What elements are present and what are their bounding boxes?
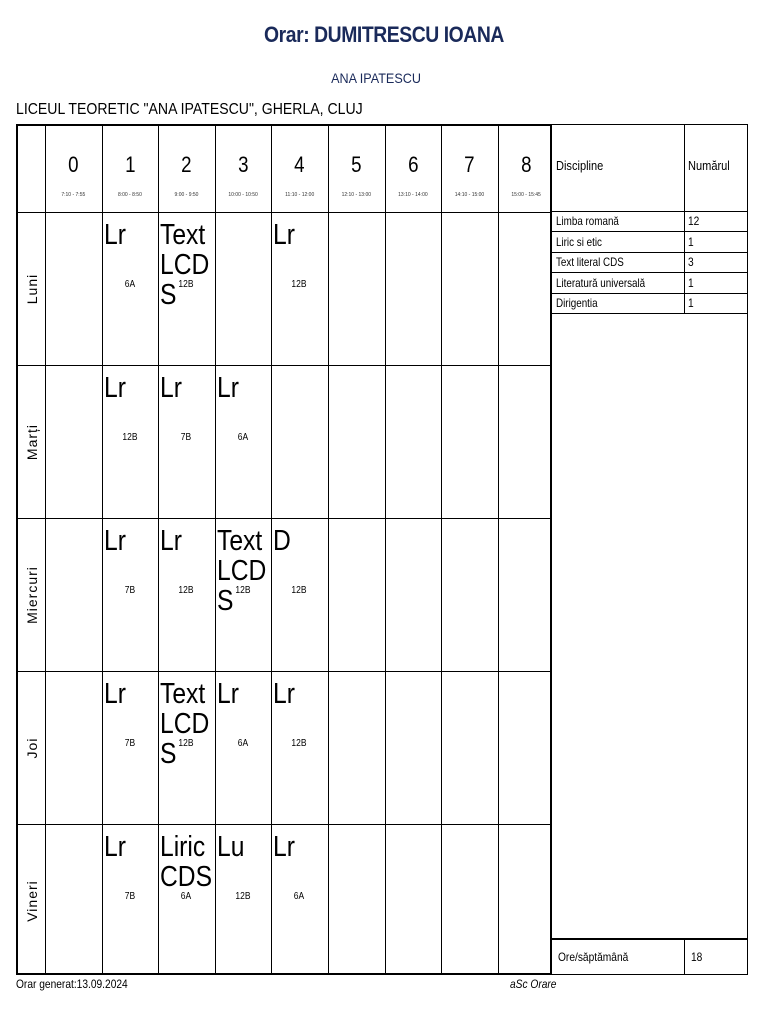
period-number: 1 <box>124 152 136 177</box>
summary-row <box>552 211 747 232</box>
period-time: 7:10 - 7:55 <box>61 192 86 198</box>
lesson-subject: Lr <box>103 219 126 251</box>
day-label <box>18 671 45 824</box>
lesson-room: 12B <box>235 891 251 902</box>
lesson-subject: Lr <box>103 678 126 710</box>
period-number: 8 <box>520 152 532 177</box>
lesson-subject: Lr <box>273 219 296 251</box>
period-header <box>102 126 159 212</box>
period-header <box>215 126 272 212</box>
lesson-subject: Lr <box>216 678 239 710</box>
discipline-name: Limba romană <box>556 214 619 228</box>
lesson-cell[interactable] <box>102 212 159 365</box>
period-header <box>45 126 102 212</box>
lesson-subject: Lr <box>160 372 183 404</box>
discipline-column-header: Discipline <box>556 158 604 173</box>
lesson-subject: Lr <box>273 831 296 863</box>
period-number: 4 <box>294 152 305 177</box>
page-title: Orar: DUMITRESCU IOANA <box>264 22 504 47</box>
lesson-cell[interactable] <box>158 212 215 365</box>
period-time: 8:00 - 8:50 <box>117 192 142 198</box>
lesson-room: 12B <box>178 279 194 290</box>
period-header <box>328 126 385 212</box>
period-time: 15:00 - 15:45 <box>511 192 541 198</box>
number-column-header: Numărul <box>688 158 730 173</box>
lesson-subject: D <box>273 525 292 557</box>
lesson-room: 12B <box>122 432 138 443</box>
lesson-cell[interactable] <box>102 824 159 977</box>
summary-row <box>552 293 747 314</box>
discipline-summary <box>552 124 748 975</box>
period-time: 13:10 - 14:00 <box>398 192 428 198</box>
discipline-count: 1 <box>688 296 694 310</box>
period-header <box>385 126 442 212</box>
lesson-cell[interactable] <box>102 365 159 518</box>
lesson-room: 12B <box>291 738 307 749</box>
lesson-room: 7B <box>180 432 192 443</box>
total-label: Ore/săptămână <box>558 950 629 964</box>
period-time: 14:10 - 15:00 <box>454 192 485 198</box>
period-number: 7 <box>464 152 475 177</box>
discipline-count: 12 <box>688 214 700 228</box>
day-label <box>18 212 45 365</box>
school-name: LICEUL TEORETIC "ANA IPATESCU", GHERLA, CLUJ <box>16 101 363 118</box>
summary-row <box>552 273 747 294</box>
period-time: 12:10 - 13:00 <box>341 192 372 198</box>
discipline-name: Text literal CDS <box>556 255 624 269</box>
day-label <box>18 518 45 671</box>
lesson-subject: Lu <box>216 831 245 863</box>
lesson-cell[interactable] <box>158 824 215 977</box>
page-subtitle: ANA IPATESCU <box>331 70 421 86</box>
period-number: 3 <box>237 152 249 177</box>
period-number: 5 <box>351 152 362 177</box>
lesson-subject: Lr <box>273 678 296 710</box>
period-header <box>158 126 215 212</box>
lesson-cell[interactable] <box>102 671 159 824</box>
brand-label: aSc Orare <box>510 977 557 991</box>
summary-row <box>552 252 747 273</box>
discipline-count: 1 <box>688 275 694 290</box>
period-header <box>271 126 328 212</box>
lesson-room: 12B <box>291 585 307 596</box>
lesson-room: 12B <box>178 738 194 749</box>
lesson-room: 6A <box>294 891 305 902</box>
period-time: 10:00 - 10:50 <box>228 192 258 198</box>
lesson-subject: Lr <box>216 372 239 404</box>
day-name: Marți <box>23 423 40 460</box>
period-time: 9:00 - 9:50 <box>174 192 199 198</box>
period-number: 0 <box>68 152 79 177</box>
period-header <box>441 126 498 212</box>
lesson-room: 12B <box>178 585 194 596</box>
lesson-cell[interactable] <box>158 365 215 518</box>
lesson-room: 7B <box>124 891 135 902</box>
day-label <box>18 824 45 977</box>
lesson-room: 12B <box>291 279 307 290</box>
summary-row <box>552 232 747 253</box>
lesson-cell[interactable] <box>158 518 215 671</box>
lesson-subject: TextLCDS <box>160 219 210 311</box>
lesson-subject: Lr <box>103 831 126 863</box>
discipline-name: Literatură universală <box>556 275 646 290</box>
lesson-room: 6A <box>180 891 192 902</box>
day-name: Vineri <box>23 879 40 922</box>
lesson-subject: TextLCDS <box>160 678 210 770</box>
day-name: Joi <box>23 737 40 758</box>
lesson-room: 12B <box>235 585 251 596</box>
lesson-cell[interactable] <box>271 824 328 977</box>
lesson-cell[interactable] <box>271 671 328 824</box>
lesson-subject: LiricCDS <box>160 831 213 893</box>
lesson-cell[interactable] <box>158 671 215 824</box>
total-value: 18 <box>691 950 703 964</box>
lesson-subject: Lr <box>103 372 126 404</box>
discipline-count: 1 <box>688 234 694 249</box>
lesson-subject: Lr <box>103 525 126 557</box>
lesson-room: 6A <box>124 279 135 290</box>
lesson-room: 7B <box>124 585 135 596</box>
lesson-room: 6A <box>237 738 248 749</box>
lesson-cell[interactable] <box>271 212 328 365</box>
lesson-cell[interactable] <box>215 824 272 977</box>
generated-date: Orar generat:13.09.2024 <box>16 977 128 991</box>
lesson-cell[interactable] <box>215 518 272 671</box>
discipline-name: Liric si etic <box>556 234 602 249</box>
lesson-cell[interactable] <box>215 365 272 518</box>
period-time: 11:10 - 12:00 <box>285 192 315 198</box>
lesson-cell[interactable] <box>215 671 272 824</box>
timetable-grid <box>16 124 552 975</box>
period-number: 6 <box>407 152 419 177</box>
period-number: 2 <box>181 152 192 177</box>
day-name: Luni <box>23 273 40 304</box>
day-name: Miercuri <box>23 565 40 624</box>
lesson-room: 7B <box>124 738 135 749</box>
lesson-cell[interactable] <box>102 518 159 671</box>
lesson-room: 6A <box>237 432 248 443</box>
summary-total-row <box>552 938 747 974</box>
period-header <box>498 126 555 212</box>
lesson-subject: TextLCDS <box>216 525 267 617</box>
lesson-cell[interactable] <box>271 518 328 671</box>
day-label <box>18 365 45 518</box>
summary-header <box>552 125 747 212</box>
discipline-name: Dirigentia <box>556 296 598 310</box>
lesson-subject: Lr <box>160 525 183 557</box>
discipline-count: 3 <box>688 255 694 269</box>
